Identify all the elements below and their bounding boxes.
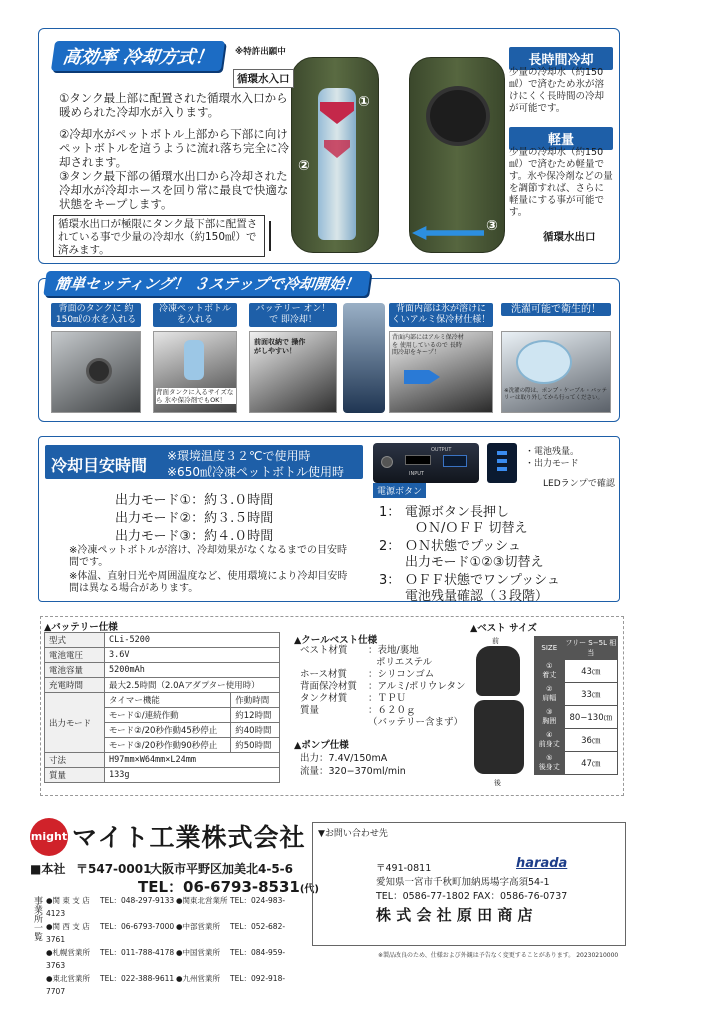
hq-zip: 〒547-0001: [76, 862, 152, 876]
vest-spec-row: （バッテリー含まず）: [368, 717, 464, 728]
vest-spec-row: 背面保冷材質 ：アルミ/ポリウレタン: [300, 681, 466, 692]
op-2-line-1: ＯＮ状態でプッシュ: [405, 539, 521, 554]
vest-spec-row: タンク材質 ：ＴＰＵ: [300, 693, 407, 704]
front-label: 前: [492, 637, 499, 645]
list-item: ●札幌営業所 TEL：011-788-4178 ●中国営業所 TEL：084-959-3763: [46, 948, 286, 970]
vest-spec-title: ▲クールベスト仕様: [294, 635, 378, 646]
battery-spec-title: ▲バッテリー仕様: [44, 622, 118, 633]
height-arrow-icon: [269, 221, 271, 251]
output-port-label: OUTPUT: [431, 447, 452, 453]
led-indicator: [497, 459, 507, 463]
cooltime-note-2: ※体温、直射日光や周囲温度など、使用環境により冷却目安時間は異なる場合があります。: [69, 571, 348, 594]
led-indicator: [497, 467, 507, 471]
led-indicator: [497, 451, 507, 455]
table-row: 電池容量 5200mAh: [45, 663, 280, 678]
setup-photo-3: [249, 331, 337, 413]
battery-spec-table: [44, 632, 280, 783]
hq-tel: TEL：06-6793-8531(代): [138, 878, 319, 896]
setup-panel: [38, 275, 620, 422]
power-button-label: 電源ボタン: [373, 483, 426, 498]
blue-arrow-icon: [404, 370, 440, 384]
cooling-title: 高効率 冷却方式！: [51, 41, 225, 71]
setup-caption-3: バッテリー オン！ で 即冷却！: [249, 303, 337, 327]
step-2-marker: ②: [298, 158, 310, 174]
table-row: ② 肩幅 33㎝: [535, 683, 618, 706]
table-row: 充電時間 最大2.5時間（2.0Aアダプター使用時）: [45, 678, 280, 693]
setup-title: 簡単セッティング！ ３ステップで冷却開始！: [43, 271, 370, 296]
step-3-marker: ③: [486, 218, 498, 234]
setup-caption-1: 背面のタンクに 約150㎖の水を入れる: [51, 303, 141, 327]
led-lamp-icon: [443, 455, 467, 467]
cooltime-title: 冷却目安時間: [51, 456, 148, 475]
company-logo: might: [30, 818, 68, 856]
table-row: 質量 133g: [45, 768, 280, 783]
cooling-step-3: ③タンク最下部の循環水出口から冷却された冷却水が冷却ホースを回り常に最良で快適な状態をキープします。: [59, 169, 289, 211]
table-row: 寸法 H97mm×W64mm×L24mm: [45, 753, 280, 768]
setup-photo-4: [389, 331, 493, 413]
contact-tel: TEL：0586-77-1802 FAX：0586-76-0737: [376, 891, 568, 902]
op-1-line-1: 電源ボタン長押し: [405, 505, 510, 520]
battery-photo: [373, 443, 479, 483]
cooling-step-1: ①タンク最上部に配置された循環水入口から暖められた冷却水が入ります。: [59, 91, 288, 119]
vest-spec-row: ポリエステル: [376, 657, 433, 668]
battery-detail-photo: [487, 443, 517, 483]
setup-photo-5: [501, 331, 611, 413]
setup-photo-2: [153, 331, 237, 413]
usb-port-icon: [405, 455, 431, 465]
table-row: モード①/連続作動 約12時間: [45, 708, 280, 723]
setup-caption-5: 洗濯可能で衛生的！: [501, 303, 611, 316]
back-label: 後: [494, 779, 501, 787]
tank-opening: [86, 358, 112, 384]
list-item: ●東北営業所 TEL：022-388-9611 ●九州営業所 TEL：092-918-7707: [46, 974, 286, 996]
water-basin: [516, 340, 572, 384]
op-2-num: 2：: [379, 539, 401, 554]
long-cooling-title: 長時間冷却: [509, 47, 613, 70]
vest-front-figure: [476, 646, 520, 696]
op-3-num: 3：: [379, 573, 401, 588]
battery-legend-2: ・出力モード: [525, 459, 579, 469]
offices-label: 事業所一覧: [32, 896, 42, 941]
cooltime-mode-2: 出力モード②：約３.５時間: [115, 511, 274, 526]
tank-back-photo: [409, 57, 505, 253]
vest-spec-row: ベスト材質 ：表地/裏地: [300, 645, 419, 656]
light-text: 少量の冷却水（約150㎖）で済むため軽量です。氷や保冷剤などの量を調節すれば、さらに軽量にする事が可能です。: [509, 147, 613, 218]
op-3-line-2: 電池残量確認（３段階）: [405, 589, 549, 604]
cooling-step-2: ②冷却水がペットボトル上部から下部に向けペットボトルを這うように流れ落ち完全に冷却されます。: [59, 127, 289, 169]
cooling-note-box: [53, 215, 265, 257]
size-title: ▲ベスト サイズ: [470, 623, 537, 634]
power-button-icon: [381, 456, 393, 468]
cooltime-mode-1: 出力モード①：約３.０時間: [115, 493, 274, 508]
pump-spec-1: 出力：7.4V/150mA: [300, 753, 388, 764]
led-note: LEDランプで確認: [543, 479, 615, 489]
light-title: 軽量: [509, 127, 613, 150]
table-row: 出力モード タイマー機能 作動時間: [45, 693, 280, 708]
battery-legend-1: ・電池残量。: [525, 447, 580, 457]
cooling-panel: [38, 28, 620, 264]
setup-photo-5-note: ※洗濯の際は、ポンプ・ケーブル・バッテリーは取り外してから行ってください。: [504, 388, 608, 401]
outlet-label: 循環水出口: [543, 231, 596, 243]
inlet-label: 循環水入口: [233, 69, 294, 88]
table-row: ⑤ 後身丈 47㎝: [535, 752, 618, 775]
vest-back-figure: [474, 700, 524, 774]
setup-photo-4-note: 背面内部にはアルミ保冷材を 使用しているので 長時間冷却をキープ！: [392, 334, 464, 356]
tank-front-photo: [291, 57, 379, 253]
table-row: SIZE フリー S−5L 相当: [535, 637, 618, 660]
input-port-label: INPUT: [409, 471, 424, 477]
list-item: ●関 東 支 店 TEL：048-297-9133 ●関東北営業所 TEL：024-983-4123: [46, 896, 286, 918]
size-table: [534, 636, 618, 775]
op-3-line-1: ＯＦＦ状態でワンプッシュ: [405, 573, 560, 588]
office-list: [46, 894, 302, 998]
cooltime-panel: [38, 436, 620, 602]
hq-label: ■本社: [30, 862, 66, 876]
contact-title: ▼お問い合わせ先: [318, 829, 388, 839]
op-2-line-2: 出力モード①②③切替え: [405, 555, 544, 570]
contact-brand: harada: [516, 856, 568, 871]
patent-note: ※特許出願中: [235, 47, 286, 57]
vest-spec-row: ホース材質 ：シリコンゴム: [300, 669, 435, 680]
cooltime-note-1: ※冷凍ペットボトルが溶け、冷却効果がなくなるまでの目安時間です。: [69, 545, 347, 568]
pump-spec-2: 流量：320−370ml/min: [300, 766, 406, 777]
contact-zip: 〒491-0811: [376, 863, 432, 874]
hq-address: 大阪市平野区加美北4-5-6: [150, 862, 294, 876]
cooltime-mode-3: 出力モード③：約４.０時間: [115, 529, 274, 544]
outlet-arrow-icon: [412, 226, 484, 240]
setup-photo-1: [51, 331, 141, 413]
table-row: ① 着丈 43㎝: [535, 660, 618, 683]
footnote: ※製品改良のため、仕様および外観は予告なく変更することがあります。 20230210000: [378, 952, 619, 959]
vest-spec-row: 質量 ：６２０ｇ: [300, 705, 416, 716]
table-row: ③ 胸囲 80−130㎝: [535, 706, 618, 729]
table-row: 電池電圧 3.6V: [45, 648, 280, 663]
company-name: マイト工業株式会社: [72, 823, 306, 852]
op-1-line-2: ＯＮ/ＯＦＦ 切替え: [415, 521, 528, 536]
table-row: モード③/20秒作動90秒停止 約50時間: [45, 738, 280, 753]
table-row: ④ 前身丈 36㎝: [535, 729, 618, 752]
setup-photo-2-note: 背面タンクに入るサイズなら 氷や保冷剤でもOK！: [156, 388, 236, 404]
tank-cap: [426, 86, 490, 146]
table-row: モード②/20秒作動45秒停止 約40時間: [45, 723, 280, 738]
contact-name: 株 式 会 社 原 田 商 店: [376, 906, 533, 924]
op-1-num: 1：: [379, 505, 401, 520]
setup-caption-2: 冷凍ペットボトル を入れる: [153, 303, 237, 327]
setup-photo-3-note: 前面収納で 操作がしやすい！: [254, 338, 306, 355]
long-cooling-text: 少量の冷却水（約150㎖）で済むため氷が溶けにくく長時間の冷却が可能です。: [509, 67, 605, 114]
pump-spec-title: ▲ポンプ仕様: [294, 740, 349, 751]
table-row: 型式 CLi-5200: [45, 633, 280, 648]
list-item: ●関 西 支 店 TEL：06-6793-7000 ●中部営業所 TEL：052-682-3761: [46, 922, 286, 944]
bottle-shape: [184, 340, 204, 380]
cooltime-cond-2: ※650㎖冷凍ペットボトル使用時: [167, 465, 344, 479]
vest-spec-list: [300, 645, 465, 729]
blue-figure-photo: [343, 303, 385, 413]
contact-address: 愛知県一宮市千秋町加納馬場字高須54-1: [376, 877, 550, 888]
step-1-marker: ①: [358, 94, 370, 110]
setup-caption-4: 背面内部は氷が溶けに くいアルミ保冷材仕様！: [389, 303, 493, 327]
cooling-note: 循環水出口が極限にタンク最下部に配置されている事で少量の冷却水（約150㎖）で済みます。: [58, 218, 258, 256]
cooltime-cond-1: ※環境温度３２℃で使用時: [167, 449, 311, 463]
